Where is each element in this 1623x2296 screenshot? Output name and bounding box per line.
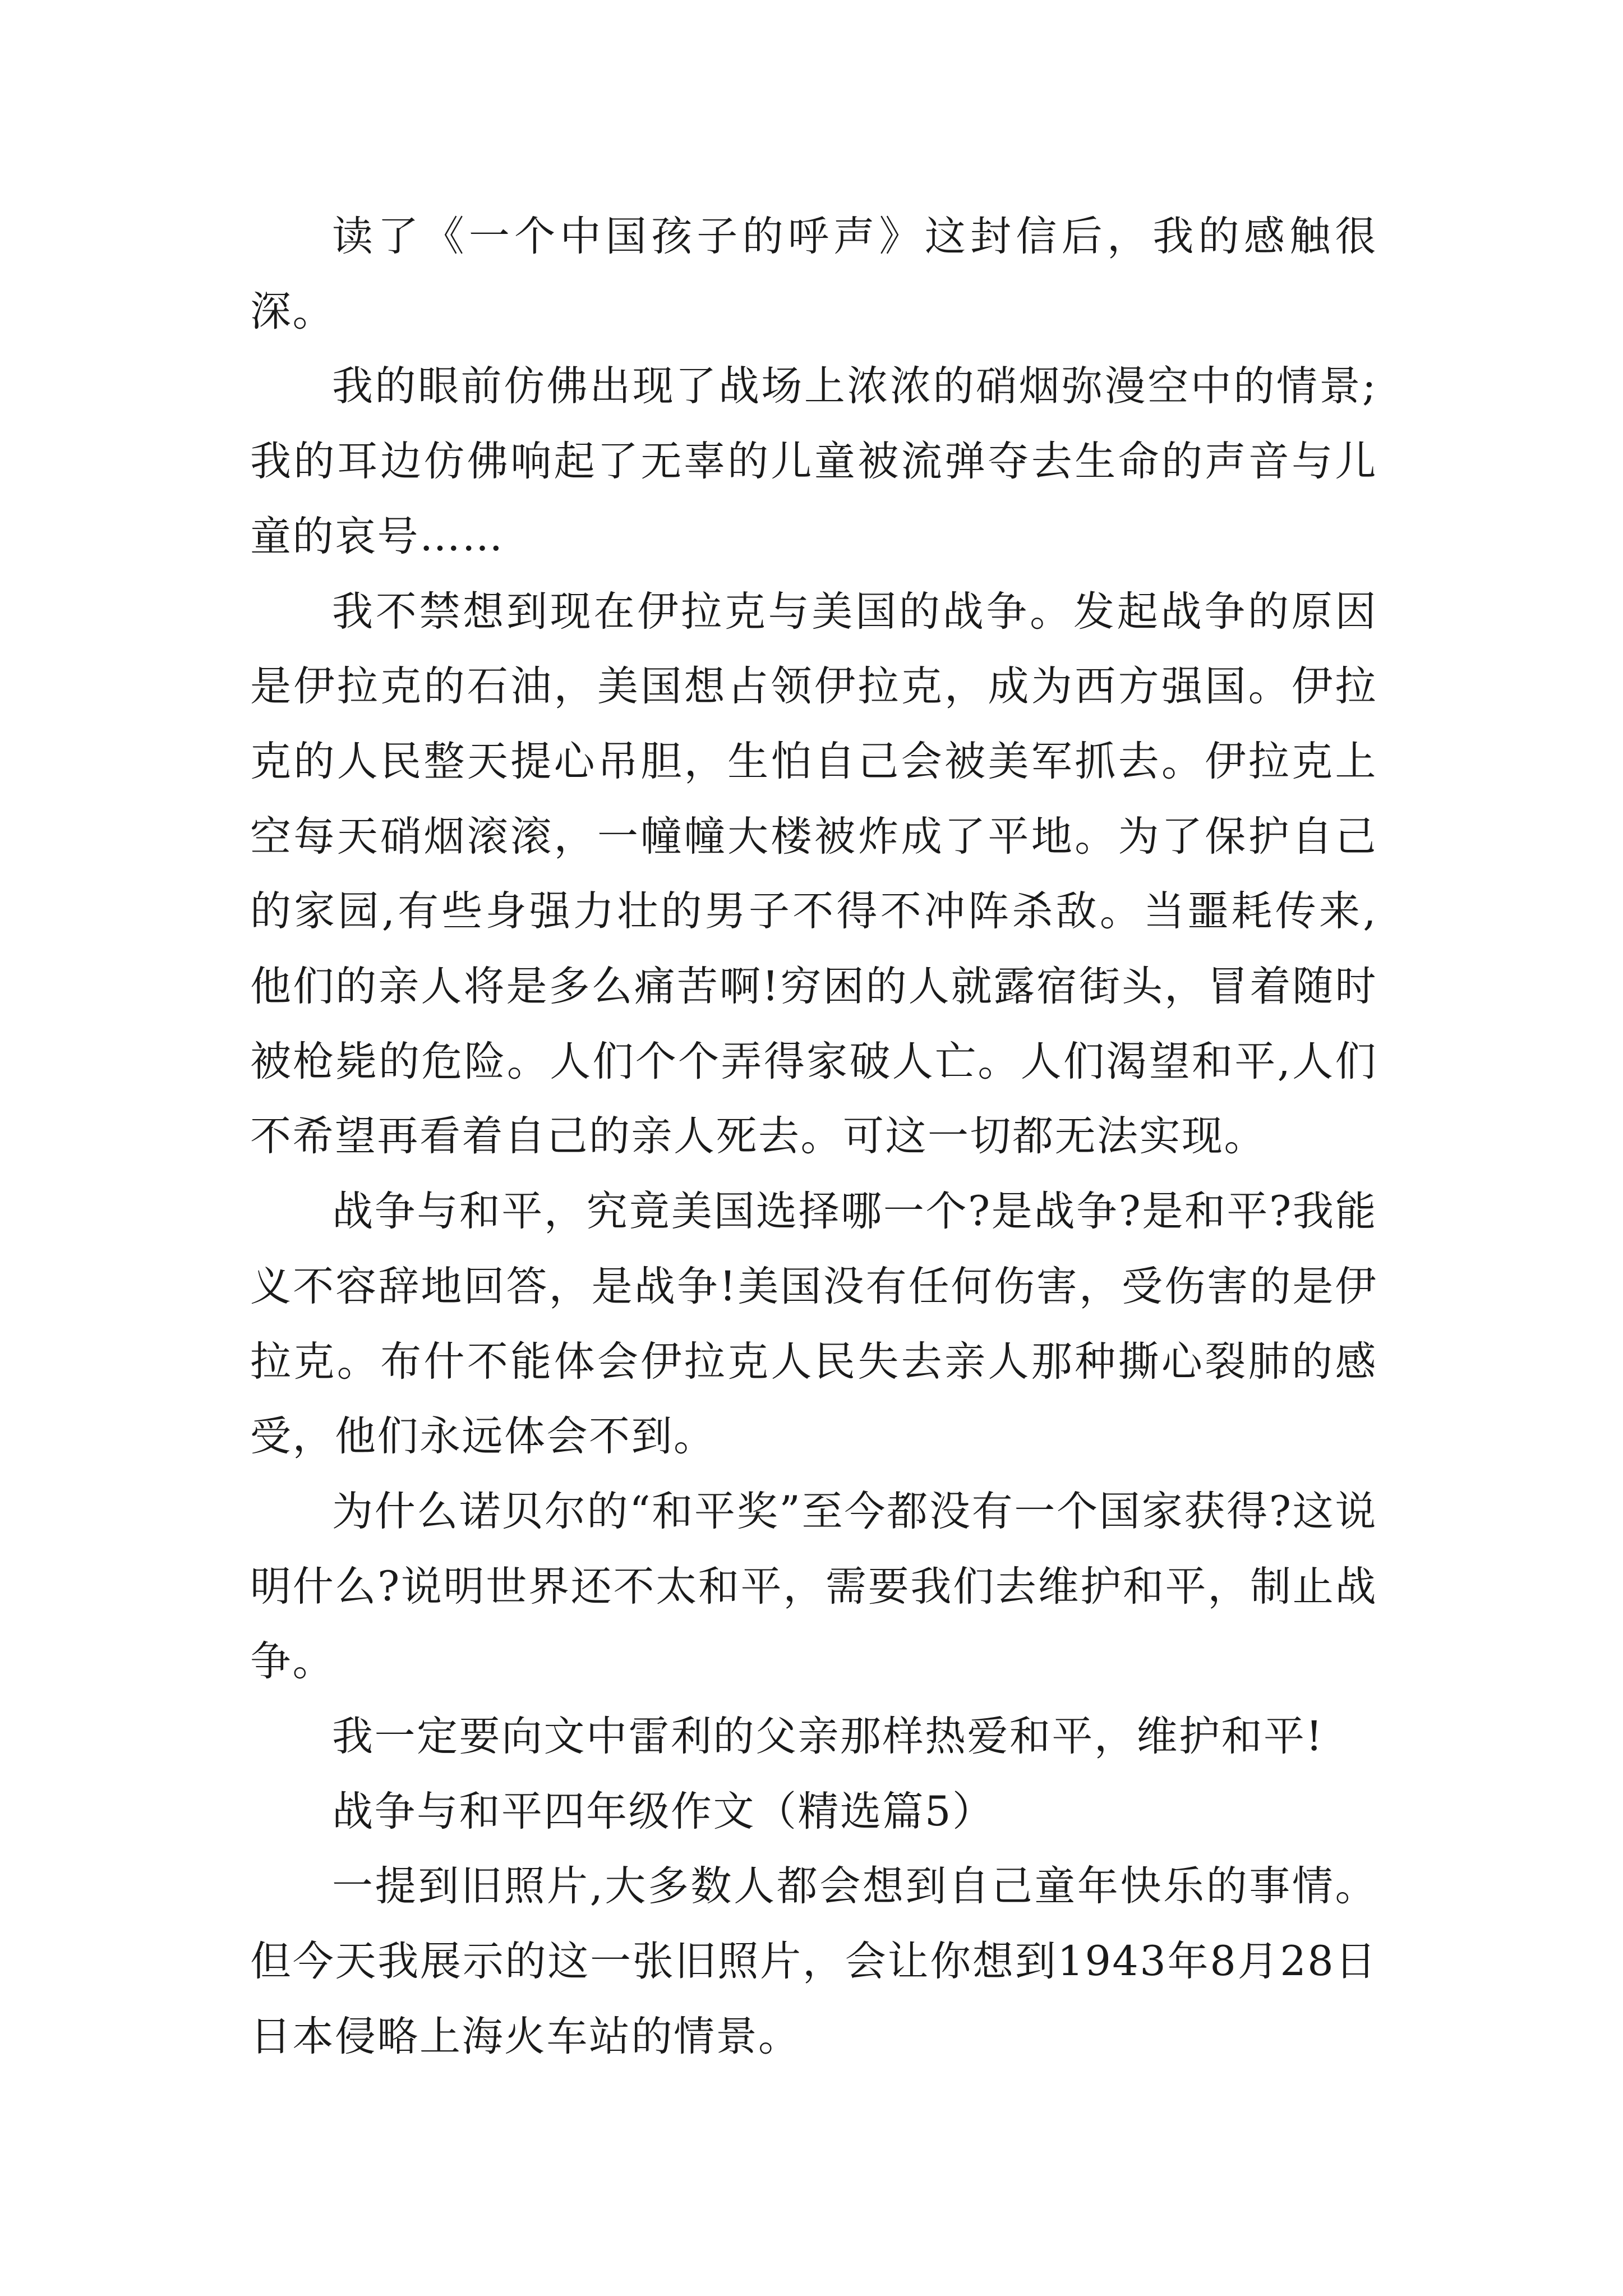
- paragraph-battlefield-imagery: 我的眼前仿佛出现了战场上浓浓的硝烟弥漫空中的情景;我的耳边仿佛响起了无辜的儿童被流弹夺去生命的声音与儿童的哀号……: [250, 362, 1377, 560]
- paragraph-war-or-peace: 战争与和平，究竟美国选择哪一个?是战争?是和平?我能义不容辞地回答，是战争!美国没有任何伤害，受伤害的是伊拉克。布什不能体会伊拉克人民失去亲人那种撕心裂肺的感受，他们永远体会不到。: [250, 1188, 1377, 1461]
- paragraph-iraq-war: 我不禁想到现在伊拉克与美国的战争。发起战争的原因是伊拉克的石油，美国想占领伊拉克，成为西方强国。伊拉克的人民整天提心吊胆，生怕自己会被美军抓去。伊拉克上空每天硝烟滚滚，一幢幢大楼被炸成了平地。为了保护自己的家园,有些身强力壮的男子不得不冲阵杀敌。当噩耗传来,他们的亲人将是多么痛苦啊!穷困的人就露宿街头，冒着随时被枪毙的危险。人们个个弄得家破人亡。人们渴望和平,人们不希望再看着自己的亲人死去。可这一切都无法实现。: [250, 587, 1377, 1161]
- document-body: [250, 199, 1377, 2074]
- paragraph-nobel-peace-prize: 为什么诺贝尔的“和平奖”至今都没有一个国家获得?这说明什么?说明世界还不太和平，需要我们去维护和平，制止战争。: [250, 1487, 1377, 1686]
- paragraph-old-photo: 一提到旧照片,大多数人都会想到自己童年快乐的事情。但今天我展示的这一张旧照片，会让你想到1943年8月28日日本侵略上海火车站的情景。: [250, 1862, 1377, 2060]
- paragraph-reading-reflection: 读了《一个中国孩子的呼声》这封信后，我的感触很深。: [250, 213, 1377, 335]
- paragraph-love-peace: 我一定要向文中雷利的父亲那样热爱和平，维护和平!: [332, 1713, 1324, 1761]
- essay-heading: 战争与和平四年级作文（精选篇5）: [332, 1787, 995, 1835]
